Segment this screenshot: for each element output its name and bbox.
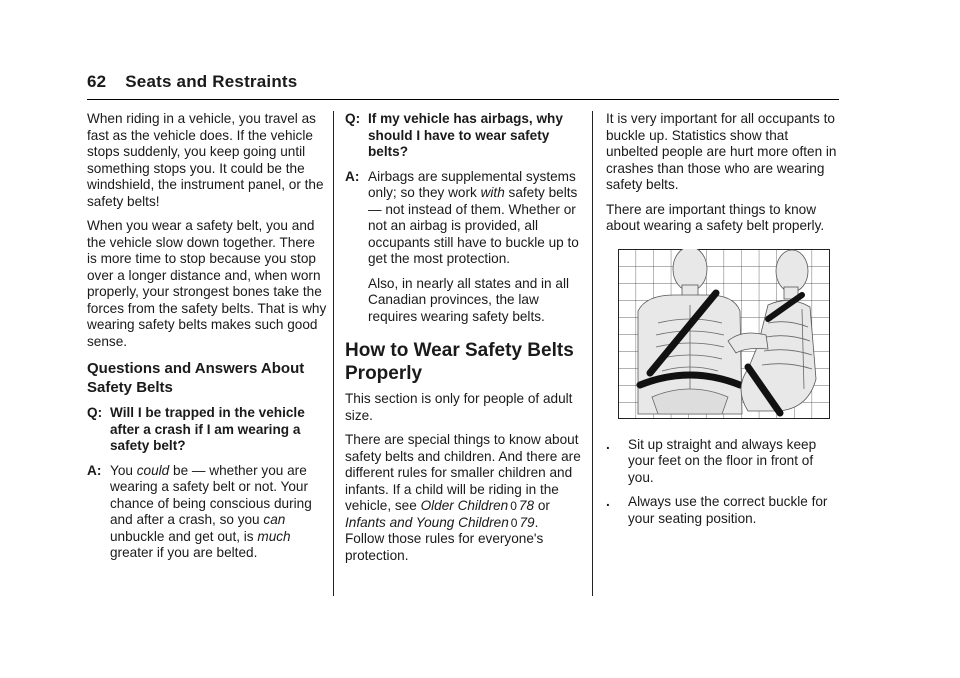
- a-label: A:: [345, 168, 360, 184]
- column-3: [606, 111, 842, 535]
- paragraph-buckle-up: It is very important for all occupants to buckle up. Statistics show that unbelted people are hurt more often in crashes than those who are wearing safety belts.: [606, 111, 837, 192]
- question-airbags: [345, 111, 581, 161]
- question-trapped: [87, 405, 327, 455]
- column-divider-2: [592, 111, 593, 596]
- paragraph-important-things: There are important things to know about wearing a safety belt properly.: [606, 201, 825, 233]
- column-2: [345, 111, 581, 572]
- link-older-children[interactable]: Older Children: [420, 498, 509, 513]
- bullet-sit-up: . Sit up straight and always keep your feet on the floor in front of you.: [606, 436, 817, 485]
- link-infants-young-children[interactable]: Infants and Young Children: [345, 514, 509, 530]
- a-label: A:: [87, 462, 102, 478]
- answer-text: Airbags are supplemental systems only; so they work with safety belts — not instead of them. Whether or not an airbag is provided, all occupants still have to buckle up to get the most protection. Also, in nearly all states and in all Canadian provinces, the law requires wearing safety belts.: [368, 169, 581, 326]
- paragraph-travel: When riding in a vehicle, you travel as fast as the vehicle does. If the vehicle stops suddenly, you keep going until something stops you. It could be the windshield, the instrument panel, or the safety belts!: [87, 111, 324, 209]
- question-text: If my vehicle has airbags, why should I have to wear safety belts?: [368, 111, 563, 159]
- ref-arrow-icon: 0: [510, 515, 518, 530]
- question-text: Will I be trapped in the vehicle after a crash if I am wearing a safety belt?: [110, 405, 305, 453]
- q-label: Q:: [345, 111, 361, 126]
- q-label: Q:: [87, 405, 103, 420]
- answer-airbags: [345, 169, 581, 326]
- answer-law: Also, in nearly all states and in all Canadian provinces, the law requires wearing safety belts.: [368, 275, 569, 324]
- paragraph-slow-down: When you wear a safety belt, you and the vehicle slow down together. There is more time to stop because you stop over a longer distance and, when worn properly, your strongest bones take the forces from the safety belts. That is why wearing safety belts makes such good sense.: [87, 218, 327, 349]
- column-divider-1: [333, 111, 334, 596]
- safety-belt-illustration: [618, 249, 830, 419]
- bullet-correct-buckle: . Always use the correct buckle for your seating position.: [606, 494, 828, 526]
- ref-page-79[interactable]: 79: [519, 514, 535, 530]
- page-header: [87, 72, 839, 92]
- section-title: Seats and Restraints: [125, 72, 298, 91]
- heading-questions-answers: Questions and Answers About Safety Belts: [87, 360, 305, 396]
- answer-text: You could be — whether you are wearing a safety belt or not. Your chance of being conscious during and after a crash, so you can unbuckle and get out, is much greater if you are belted.: [110, 462, 312, 560]
- page-number: 62: [87, 72, 107, 91]
- answer-trapped: [87, 463, 327, 562]
- bullet-marker: .: [606, 494, 610, 509]
- column-1: [87, 111, 327, 570]
- bullet-marker: .: [606, 436, 610, 452]
- paragraph-adult-size: This section is only for people of adult size.: [345, 391, 573, 423]
- header-rule: [87, 99, 839, 100]
- heading-how-to-wear: How to Wear Safety Belts Properly: [345, 340, 574, 384]
- ref-page-78[interactable]: 78: [518, 498, 535, 513]
- ref-arrow-icon: 0: [510, 499, 517, 513]
- paragraph-children: There are special things to know about safety belts and children. And there are different rules for smaller children and infants. If a child will be riding in the vehicle, see Older Children 0 78 or Infants and Young Children 0 79. Follow those rules for everyone's protection.: [345, 432, 581, 563]
